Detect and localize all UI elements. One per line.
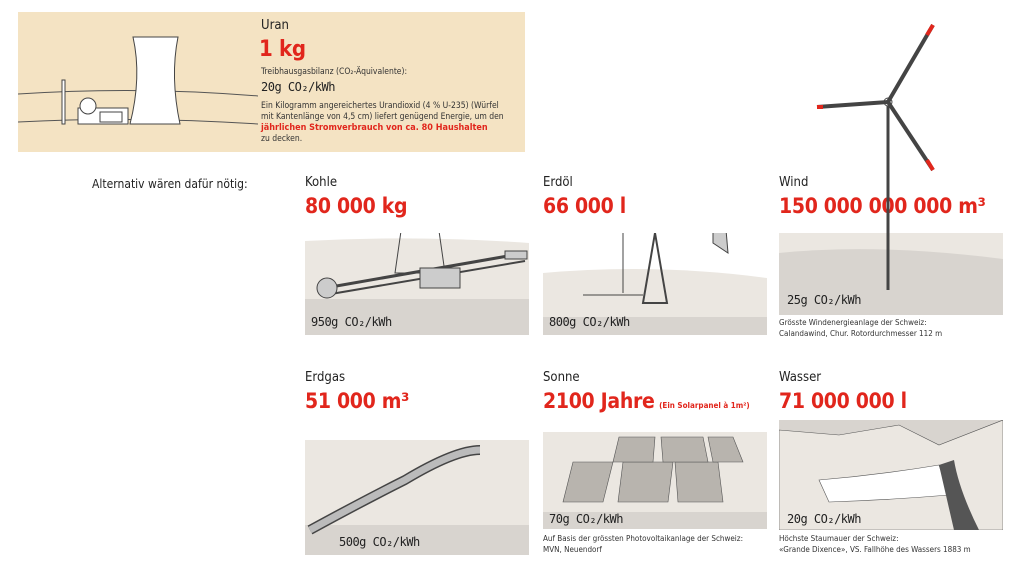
sonne-title: Sonne [543,370,580,385]
wind-amount: 150 000 000 000 m³ [779,194,986,218]
erdgas-co2: 500g CO₂/kWh [339,535,420,549]
uran-desc-highlight: jährlichen Stromverbrauch von ca. 80 Haushalten [261,123,488,133]
wind-co2: 25g CO₂/kWh [787,293,861,307]
kohle-amount: 80 000 kg [305,194,408,218]
wasser-caption-line2: «Grande Dixence», VS. Fallhöhe des Wassers 1883 m [779,545,971,554]
wind-caption [779,317,1003,339]
wasser-caption-line1: Höchste Staumauer der Schweiz: [779,534,899,543]
uran-desc-line2: mit Kantenlänge von 4,5 cm) liefert genügend Energie, um den [261,112,504,122]
uran-co2: 20g CO₂/kWh [261,80,335,94]
sonne-card [543,370,767,565]
uran-amount: 1 kg [259,37,306,62]
wind-turbine-illustration [815,20,955,300]
erdgas-card [305,370,529,555]
erdoel-title: Erdöl [543,175,573,190]
uran-desc-line1: Ein Kilogramm angereichertes Urandioxid (4 % U-235) (Würfel [261,101,499,111]
wasser-card [779,370,1003,565]
erdoel-co2: 800g CO₂/kWh [549,315,630,329]
alternative-label: Alternativ wären dafür nötig: [92,177,248,191]
sonne-amount-note: (Ein Solarpanel à 1m²) [659,401,750,410]
wind-title: Wind [779,175,809,190]
wasser-co2: 20g CO₂/kWh [787,512,861,526]
sonne-caption-line1: Auf Basis der grössten Photovoltaikanlage der Schweiz: [543,534,743,543]
wind-caption-line2: Calandawind, Chur. Rotordurchmesser 112 m [779,329,943,338]
uran-title: Uran [261,18,289,33]
erdgas-title: Erdgas [305,370,346,385]
sonne-co2: 70g CO₂/kWh [549,512,623,526]
uran-card [18,12,525,152]
sonne-caption-line2: MVN, Neuendorf [543,545,602,554]
sonne-amount: 2100 Jahre [543,389,655,413]
wasser-amount: 71 000 000 l [779,389,907,413]
kohle-title: Kohle [305,175,338,190]
uran-ghg-label: Treibhausgasbilanz (CO₂-Äquivalente): [261,67,408,77]
erdgas-amount: 51 000 m³ [305,389,410,413]
nuclear-plant-illustration [18,12,258,152]
uran-desc-line3: zu decken. [261,134,303,144]
uran-description [261,101,523,145]
sonne-amount-row [543,389,750,413]
erdoel-amount: 66 000 l [543,194,626,218]
wasser-caption [779,533,1003,555]
erdoel-card [543,175,767,335]
kohle-card [305,175,529,335]
wind-caption-line1: Grösste Windenergieanlage der Schweiz: [779,318,927,327]
wasser-title: Wasser [779,370,822,385]
kohle-co2: 950g CO₂/kWh [311,315,392,329]
sonne-caption [543,533,767,555]
